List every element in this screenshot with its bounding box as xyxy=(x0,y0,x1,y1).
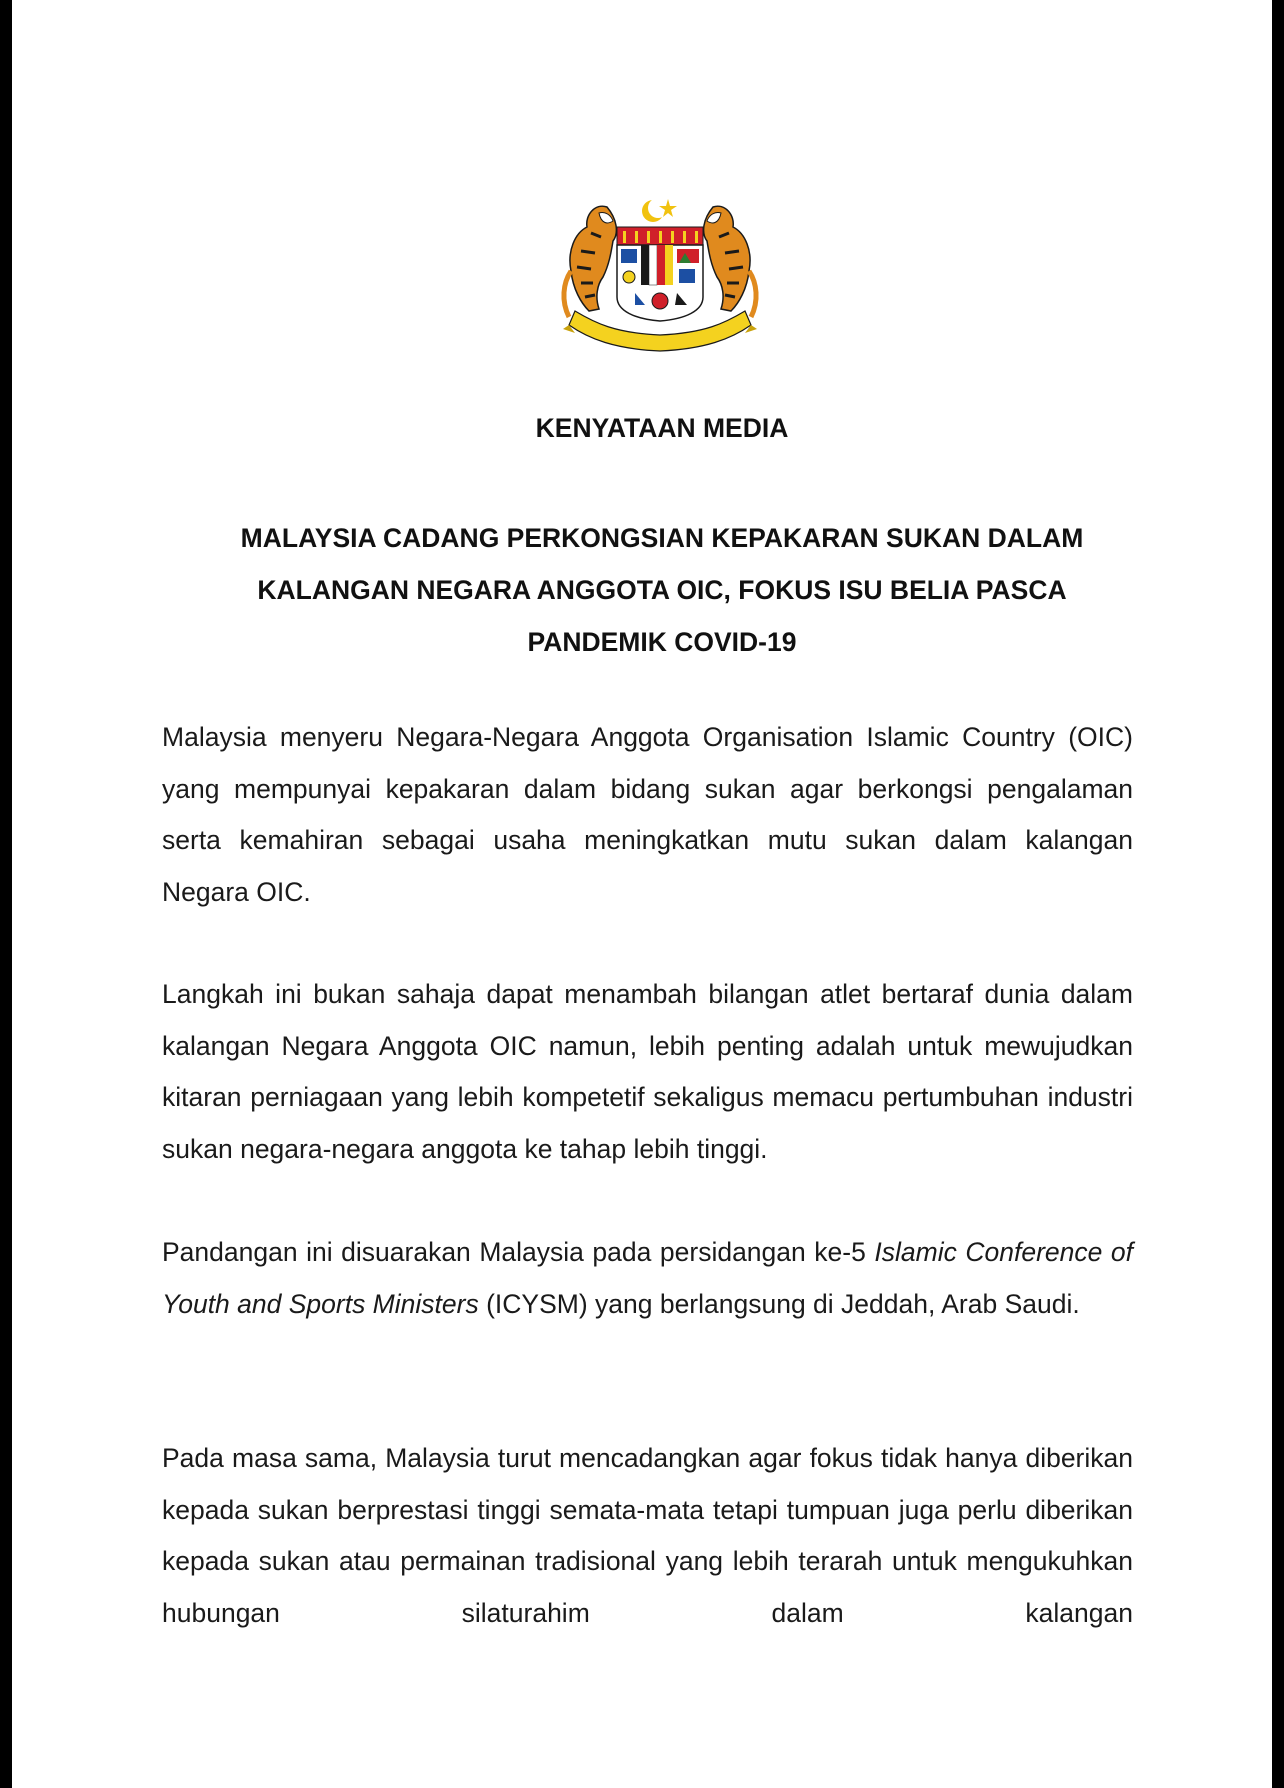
conference-name: Islamic Conference of Youth and Sports Ministers xyxy=(162,1237,1133,1319)
paragraph-text: Pandangan ini disuarakan Malaysia pada persidangan ke-5 xyxy=(162,1237,875,1267)
document-page xyxy=(12,0,1272,1788)
title-line: MALAYSIA CADANG PERKONGSIAN KEPAKARAN SUKAN DALAM xyxy=(240,523,1084,553)
media-statement-label: KENYATAAN MEDIA xyxy=(535,413,789,443)
right-tiger-icon xyxy=(704,206,756,317)
crescent-star-icon xyxy=(642,198,677,222)
press-release-title xyxy=(132,512,1192,668)
paragraph-world-class-athletes: Langkah ini bukan sahaja dapat menambah bilangan atlet bertaraf dunia dalam kalangan Negara Anggota OIC namun, lebih penting adalah untuk mewujudkan kitaran perniagaan yang lebih kompetetif sekaligus memacu pertumbuhan industri sukan negara-negara anggota ke tahap lebih tinggi. xyxy=(162,979,1133,1164)
left-tiger-icon xyxy=(564,206,616,317)
title-line: KALANGAN NEGARA ANGGOTA OIC, FOKUS ISU BELIA PASCA xyxy=(257,575,1067,605)
paragraph-text: (ICYSM) yang berlangsung di Jeddah, Arab Saudi. xyxy=(478,1288,1080,1319)
paragraph-traditional-sports: Pada masa sama, Malaysia turut mencadangkan agar fokus tidak hanya diberikan kepada sukan berprestasi tinggi semata-mata tetapi tumpuan juga perlu diberikan kepada sukan atau permainan tradisional yang lebih terarah untuk mengukuhkan hubungan silaturahim dalam kalangan xyxy=(162,1443,1133,1628)
shield-icon xyxy=(617,227,703,321)
paragraph-oic-expertise: Malaysia menyeru Negara-Negara Anggota Organisation Islamic Country (OIC) yang mempunyai kepakaran dalam bidang sukan agar berkongsi pengalaman serta kemahiran sebagai usaha meningkatkan mutu sukan dalam kalangan Negara OIC. xyxy=(162,722,1133,907)
title-line: PANDEMIK COVID-19 xyxy=(527,627,797,657)
paragraph-icysm-conference xyxy=(162,1227,1133,1330)
malaysia-coat-of-arms-emblem xyxy=(555,193,765,355)
